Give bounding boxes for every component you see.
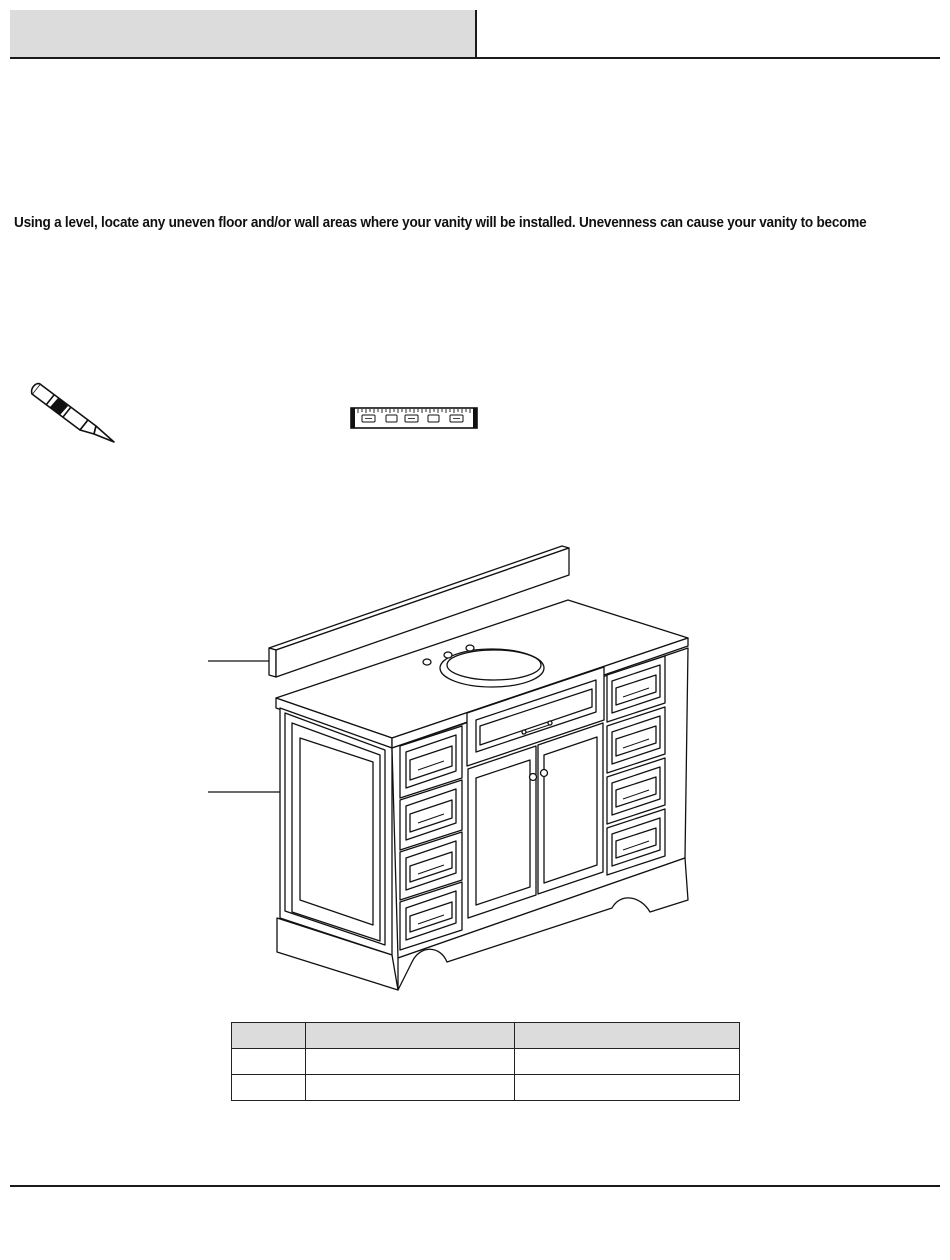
table-cell [515,1049,740,1075]
table-header-cell [232,1023,306,1049]
table-cell [232,1075,306,1101]
parts-table [231,1022,740,1101]
header-divider [475,10,477,58]
door-left [468,746,536,918]
level-icon [350,407,478,429]
table-header-row [232,1023,740,1049]
table-cell [515,1075,740,1101]
section-header-band [10,10,475,57]
door-right [538,723,603,894]
sink-basin [440,649,544,687]
footer-rule [10,1185,940,1187]
header-rule [10,57,940,59]
intro-text: Using a level, locate any uneven floor and/or wall areas where your vanity will be installed. Unevenness can cause your vanity to become [14,215,867,231]
table-header-cell [515,1023,740,1049]
left-drawers [400,726,462,950]
table-cell [306,1075,515,1101]
table-header-cell [306,1023,515,1049]
table-row [232,1075,740,1101]
vanity-illustration [200,540,700,1000]
caulk-tube-icon [28,378,120,448]
table-row [232,1049,740,1075]
table-cell [306,1049,515,1075]
table-cell [232,1049,306,1075]
side-panel [277,708,398,990]
